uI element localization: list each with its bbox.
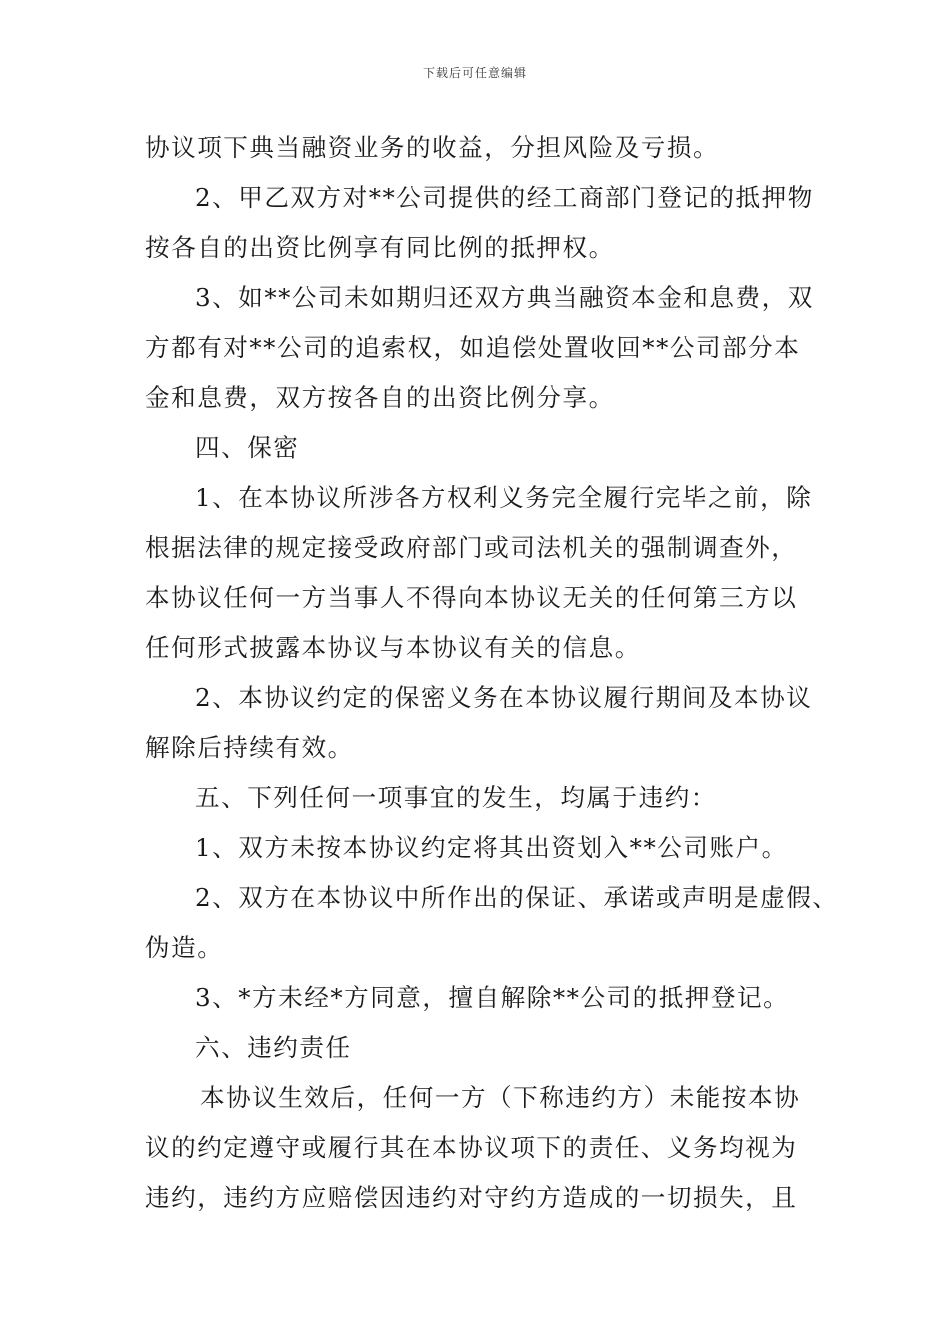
text-line: 1、在本协议所涉各方权利义务完全履行完毕之前，除 xyxy=(195,483,813,512)
section-heading: 五、下列任何一项事宜的发生，均属于违约： xyxy=(195,783,717,812)
text-line: 按各自的出资比例享有同比例的抵押权。 xyxy=(145,233,615,262)
text-line: 议的约定遵守或履行其在本协议项下的责任、义务均视为 xyxy=(145,1133,798,1162)
text-line: 根据法律的规定接受政府部门或司法机关的强制调查外， xyxy=(145,533,798,562)
section-heading: 六、违约责任 xyxy=(195,1033,352,1062)
text-line: 方都有对**公司的追索权，如追偿处置收回**公司部分本 xyxy=(145,333,801,362)
page-header-note: 下载后可任意编辑 xyxy=(422,66,527,80)
text-line: 协议项下典当融资业务的收益，分担风险及亏损。 xyxy=(145,133,720,162)
text-line: 3、*方未经*方同意，擅自解除**公司的抵押登记。 xyxy=(195,983,790,1012)
text-line: 3、如**公司未如期归还双方典当融资本金和息费，双 xyxy=(195,283,814,312)
text-line: 1、双方未按本协议约定将其出资划入**公司账户。 xyxy=(195,833,788,862)
text-line: 2、本协议约定的保密义务在本协议履行期间及本协议 xyxy=(195,683,813,712)
text-line: 本协议生效后，任何一方（下称违约方）未能按本协 xyxy=(200,1083,801,1112)
text-line: 金和息费，双方按各自的出资比例分享。 xyxy=(145,383,615,412)
text-line: 伪造。 xyxy=(145,933,224,962)
text-line: 2、双方在本协议中所作出的保证、承诺或声明是虚假、 xyxy=(195,883,839,912)
text-line: 解除后持续有效。 xyxy=(145,733,354,762)
text-line: 违约，违约方应赔偿因违约对守约方造成的一切损失，且 xyxy=(145,1183,798,1212)
section-heading: 四、保密 xyxy=(195,433,300,462)
text-line: 本协议任何一方当事人不得向本协议无关的任何第三方以 xyxy=(145,583,798,612)
text-line: 任何形式披露本协议与本协议有关的信息。 xyxy=(145,633,641,662)
text-line: 2、甲乙双方对**公司提供的经工商部门登记的抵押物 xyxy=(195,183,814,212)
